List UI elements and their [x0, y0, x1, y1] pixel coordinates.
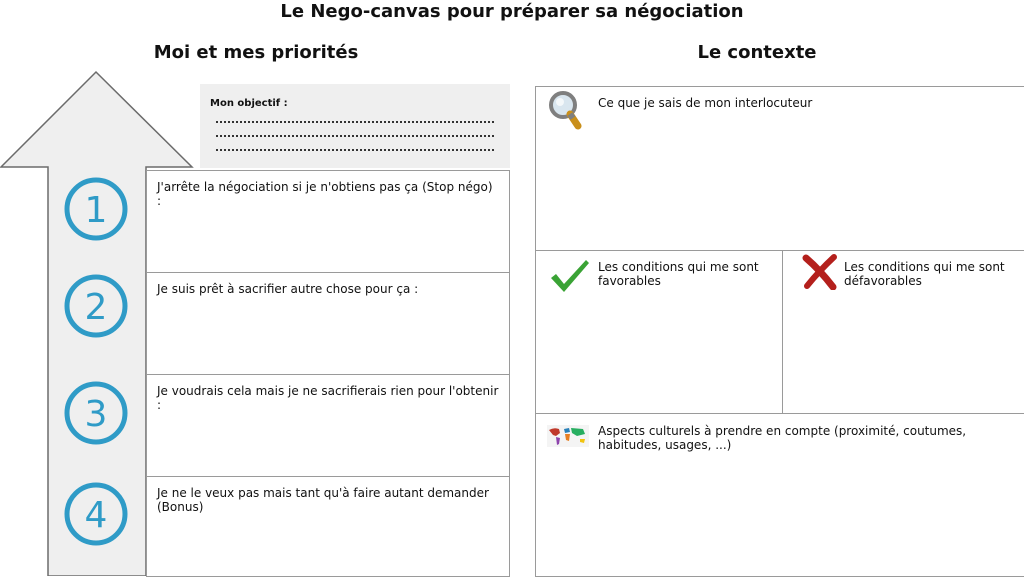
- priority-2-circle-icon: [60, 274, 132, 346]
- cross-icon: [802, 254, 838, 290]
- cultural-text: Aspects culturels à prendre en compte (proximité, coutumes, habitudes, usages, ...): [598, 424, 967, 452]
- magnifier-icon: [546, 90, 586, 134]
- priority-1-box[interactable]: [146, 170, 510, 273]
- objective-line-2[interactable]: [216, 135, 494, 137]
- priority-2-text: Je suis prêt à sacrifier autre chose pour ça :: [157, 282, 419, 296]
- priority-2-box[interactable]: [146, 272, 510, 375]
- section-title-priorities: Moi et mes priorités: [153, 42, 359, 63]
- checkmark-icon: [548, 256, 592, 296]
- priority-1-number: 1: [84, 190, 108, 231]
- section-title-context: Le contexte: [697, 42, 817, 63]
- priority-3-circle-icon: [60, 381, 132, 453]
- priority-3-text: Je voudrais cela mais je ne sacrifierais rien pour l'obtenir :: [157, 384, 499, 412]
- page-title: Le Nego-canvas pour préparer sa négociation: [280, 1, 744, 22]
- priority-4-circle-icon: [60, 482, 132, 554]
- priority-1-circle-icon: [60, 177, 132, 249]
- objective-box: [200, 84, 510, 168]
- priority-2-number: 2: [84, 287, 108, 328]
- priority-1-text: J'arrête la négociation si je n'obtiens pas ça (Stop négo) :: [157, 180, 493, 208]
- interlocutor-box[interactable]: [535, 86, 1024, 251]
- priority-3-number: 3: [84, 394, 108, 435]
- objective-label: Mon objectif :: [210, 98, 288, 109]
- interlocutor-text: Ce que je sais de mon interlocuteur: [598, 96, 813, 110]
- unfavorable-text: Les conditions qui me sont défavorables: [844, 260, 1005, 288]
- priority-4-number: 4: [84, 495, 108, 536]
- objective-line-1[interactable]: [216, 121, 494, 123]
- priority-3-box[interactable]: [146, 374, 510, 477]
- objective-line-3[interactable]: [216, 149, 494, 151]
- priority-4-box[interactable]: [146, 476, 510, 577]
- priority-4-text: Je ne le veux pas mais tant qu'à faire autant demander (Bonus): [157, 486, 489, 514]
- favorable-text: Les conditions qui me sont favorables: [598, 260, 759, 288]
- world-map-icon: [547, 425, 589, 447]
